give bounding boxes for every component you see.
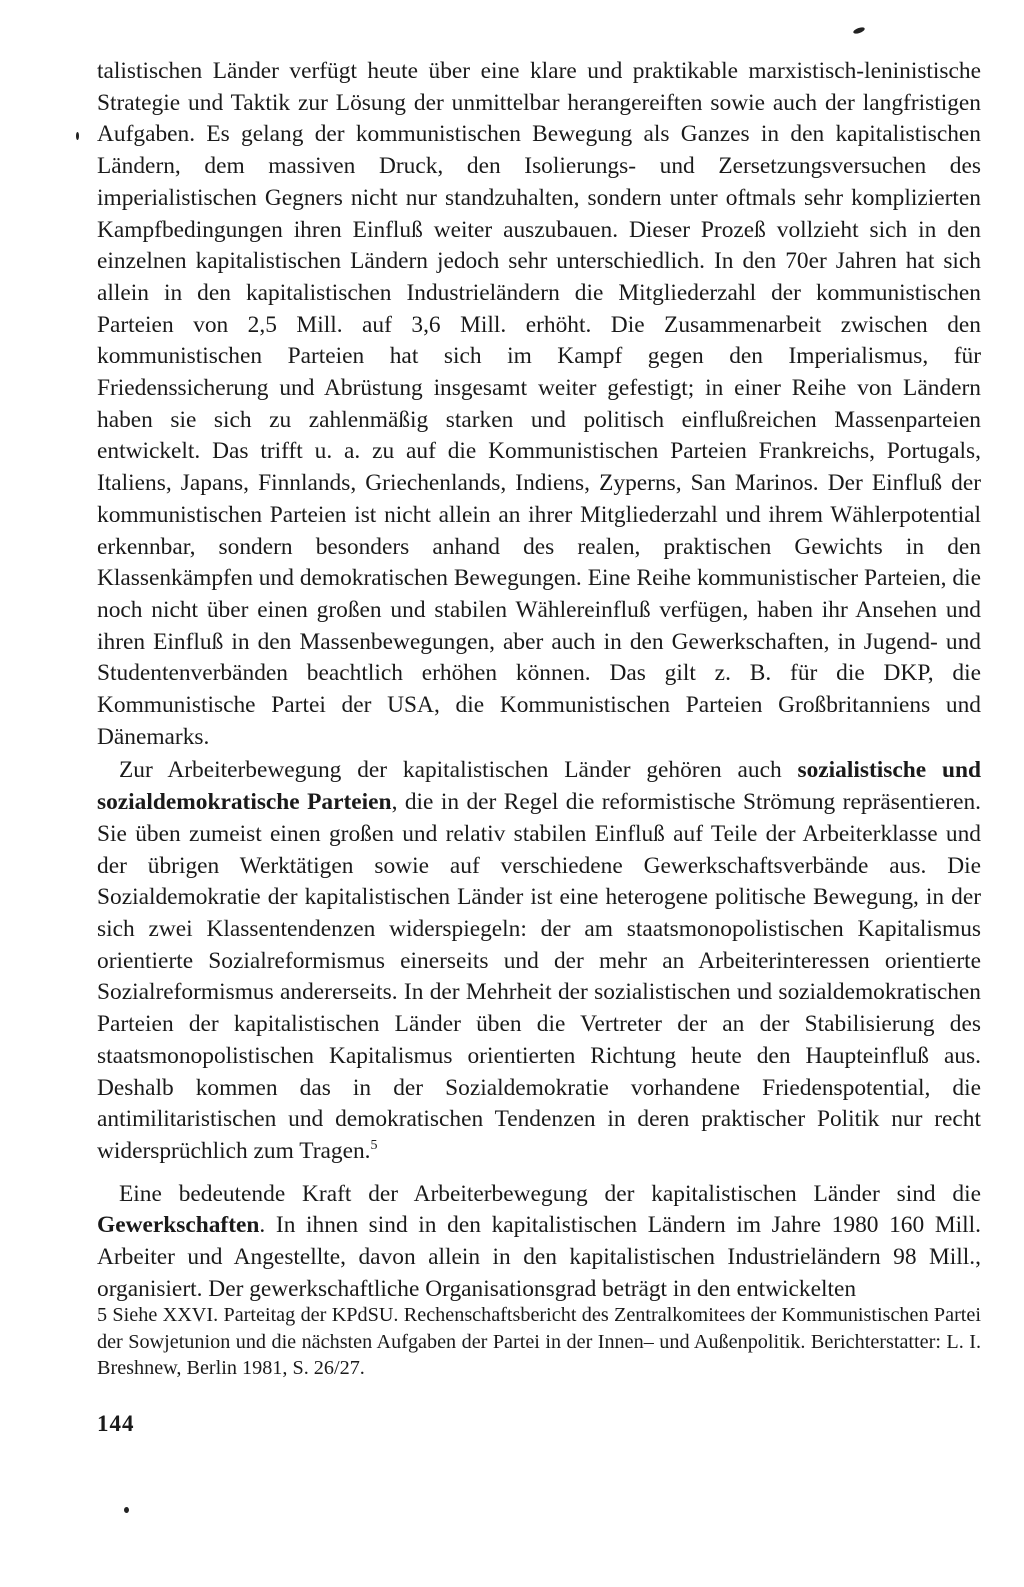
paragraph-2 (97, 755, 981, 1167)
scan-speck (76, 132, 79, 140)
page-number: 144 (97, 1411, 135, 1436)
paragraph-2-intro: Zur Arbeiterbewegung der kapitalistischen Länder gehören auch (119, 757, 798, 784)
main-text (97, 56, 981, 1305)
footnote-reference[interactable]: 5 (370, 1138, 378, 1154)
paragraph-3 (97, 1179, 981, 1306)
scan-speck (853, 26, 866, 35)
footnotes (97, 1302, 981, 1382)
paragraph-3-intro: Eine bedeutende Kraft der Arbeiterbewegung der kapitalistischen Länder sind die (119, 1180, 981, 1207)
paragraph-2-emphasis: sozialistische und sozialdemokratische Parteien (97, 757, 981, 816)
paragraph-1: talistischen Länder verfügt heute über eine klare und praktikable marxistisch-leninistische Strategie und Taktik zur Lösung der unmittelbar herangereiften sowie auch der langfristigen Aufgaben. Es gelang der kommunistischen Bewegung als Ganzes in den kapitalistischen Ländern, dem massiven Druck, den Isolierungs- und Zersetzungsversuchen des imperialistischen Gegners nicht nur standzuhalten, sondern unter oftmals sehr komplizierten Kampfbedingungen ihren Einfluß weiter auszubauen. Dieser Prozeß vollzieht sich in den einzelnen kapitalistischen Ländern jedoch sehr unterschiedlich. In den 70er Jahren hat sich allein in den kapitalistischen Industrieländern die Mitgliederzahl der kommunistischen Parteien von 2,5 Mill. auf 3,6 Mill. erhöht. Die Zusammenarbeit zwischen den kommunistischen Parteien hat sich im Kampf gegen den Imperialismus, für Friedenssicherung und Abrüstung insgesamt weiter gefestigt; in einer Reihe von Ländern haben sie sich zu zahlenmäßig starken und politisch einflußreichen Massenparteien entwickelt. Das trifft u. a. zu auf die Kommunistischen Parteien Frankreichs, Portugals, Italiens, Japans, Finnlands, Griechenlands, Indiens, Zyperns, San Marinos. Der Einfluß der kommunistischen Parteien ist nicht allein an ihrer Mitgliederzahl und ihrem Wählerpotential erkennbar, sondern besonders anhand des realen, praktischen Gewichts in den Klassenkämpfen und demokratischen Bewegungen. Eine Reihe kommunistischer Parteien, die noch nicht über einen großen und stabilen Wählereinfluß verfügen, haben ihr Ansehen und ihren Einfluß in den Massenbewegungen, aber auch in den Gewerkschaften, in Jugend- und Studentenverbänden beachtlich erhöhen können. Das gilt z. B. für die DKP, die Kommunistische Partei der USA, die Kommunistischen Parteien Großbritanniens und Dänemarks. (97, 58, 981, 750)
page-body (97, 56, 981, 1305)
paragraph-3-rest: . In ihnen sind in den kapitalistischen Ländern im Jahre 1980 160 Mill. Arbeiter und Angestellte, davon allein in den kapitalistischen Industrieländern 98 Mill., organisiert. Der gewerkschaftliche Organisationsgrad beträgt in den entwickelten (97, 1212, 981, 1302)
scan-speck (124, 1507, 129, 1513)
paragraph-2-rest: , die in der Regel die reformistische Strömung repräsentieren. Sie üben zumeist einen großen und relativ stabilen Einfluß auf Teile der Arbeiterklasse und der übrigen Werktätigen sowie auf verschiedene Gewerkschaftsverbände aus. Die Sozialdemokratie der kapitalistischen Länder ist eine heterogene politische Bewegung, in der sich zwei Klassentendenzen widerspiegeln: der am staatsmonopolistischen Kapitalismus orientierte Sozialreformismus einerseits und der mehr an Arbeiterinteressen orientierte Sozialreformismus andererseits. In der Mehrheit der sozialistischen und sozialdemokratischen Parteien der kapitalistischen Länder üben die Vertreter der an der Stabilisierung des staatsmonopolistischen Kapitalismus orientierten Richtung heute den Haupteinfluß aus. Deshalb kommen das in der Sozialdemokratie vorhandene Friedenspotential, die antimilitaristischen und demokratischen Tendenzen in deren praktischer Politik nur recht widersprüchlich zum Tragen. (97, 789, 981, 1164)
paragraph-3-emphasis: Gewerkschaften (97, 1212, 260, 1239)
footnote-5: 5 Siehe XXVI. Parteitag der KPdSU. Rechenschaftsbericht des Zentralkomitees der Kommunistischen Partei der Sowjetunion und die nächsten Aufgaben der Partei in der Innen– und Außenpolitik. Berichterstatter: L. I. Breshnew, Berlin 1981, S. 26/27. (97, 1304, 981, 1379)
